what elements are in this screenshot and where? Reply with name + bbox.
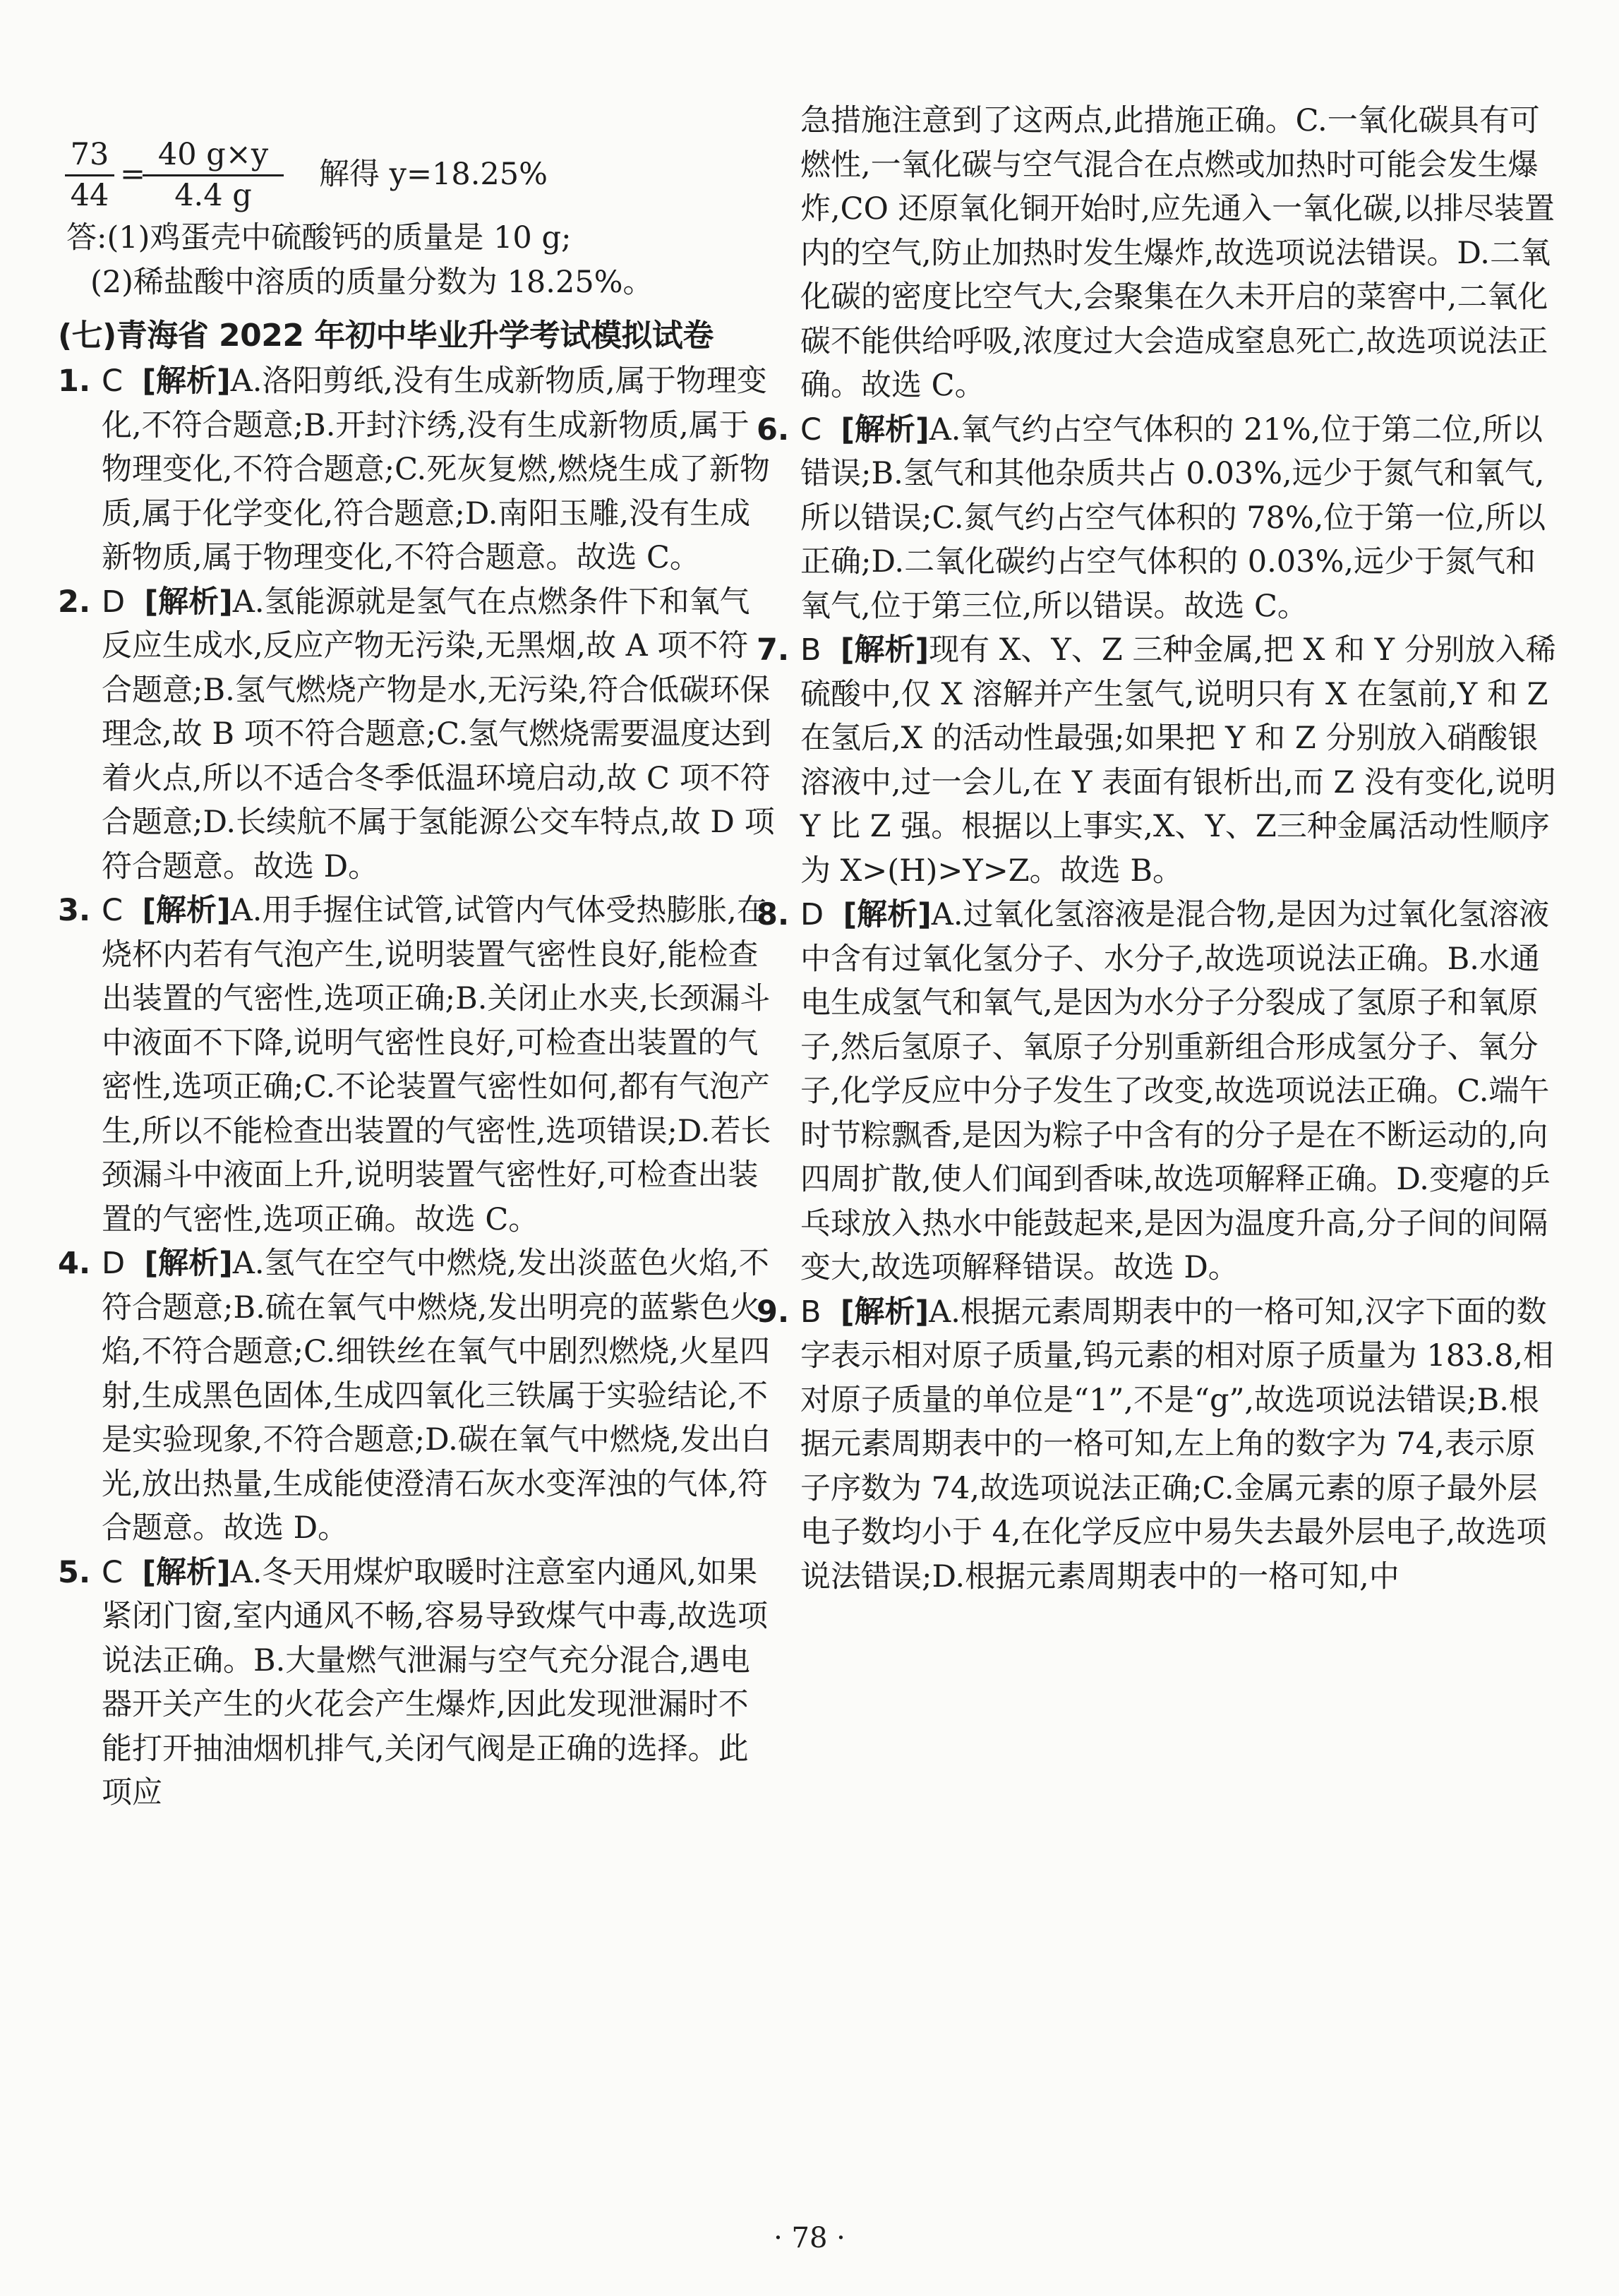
answer-choice: C (102, 363, 124, 399)
answer-choice: B (800, 632, 821, 668)
analysis-tag: [解析] (840, 1294, 929, 1330)
analysis-tag: [解析] (142, 1554, 231, 1590)
question-number: 7. (757, 632, 790, 668)
continued-analysis-text: 急措施注意到了这两点,此措施正确。C.一氧化碳具有可燃性,一氧化碳与空气混合在点燃或加热时可能会发生爆炸,CO 还原氧化铜开始时,应先通入一氧化碳,以排尽装置内的空气,防止加热时发生爆炸,故选项说法错误。D.二氧化碳的密度比空气大,会聚集在久未开启的菜窖中,二氧化碳不能供给呼吸,浓度过大会造成窒息死亡,故选项说法正确。故选 C。 (800, 103, 1555, 403)
page-number: · 78 · (774, 2222, 845, 2254)
question-item-3 (58, 889, 775, 1242)
analysis-text: A.洛阳剪纸,没有生成新物质,属于物理变化,不符合题意;B.开封汴绣,没有生成新物质,属于物理变化,不符合题意;C.死灰复燃,燃烧生成了新物质,属于化学变化,符合题意;D.南阳玉雕,没有生成新物质,属于物理变化,不符合题意。故选 C。 (102, 363, 770, 575)
analysis-text: A.用手握住试管,试管内气体受热膨胀,在烧杯内若有气泡产生,说明装置气密性良好,能检查出装置的气密性,选项正确;B.关闭止水夹,长颈漏斗中液面不下降,说明气密性良好,可检查出装置的气密性,选项正确;C.不论装置气密性如何,都有气泡产生,所以不能检查出装置的气密性,选项错误;D.若长颈漏斗中液面上升,说明装置气密性好,可检查出装置的气密性,选项正确。故选 C。 (102, 893, 771, 1237)
question-number: 6. (757, 411, 790, 447)
analysis-tag: [解析] (142, 893, 231, 928)
answer-choice: D (102, 1246, 126, 1281)
question-number: 2. (58, 584, 91, 620)
question-number: 4. (58, 1246, 91, 1281)
ratio-formula (65, 137, 771, 224)
question-item-8 (757, 893, 1561, 1290)
left-column (58, 216, 775, 1815)
question-item-2 (58, 580, 775, 889)
fraction-mass (143, 137, 284, 213)
section-title: (七)青海省 2022 年初中毕业升学考试模拟试卷 (58, 318, 714, 354)
question-item-9 (757, 1290, 1561, 1599)
analysis-tag: [解析] (840, 632, 929, 668)
fraction-73-44 (65, 137, 114, 213)
analysis-text: A.氢能源就是氢气在点燃条件下和氧气反应生成水,反应产物无污染,无黑烟,故 A 项不符合题意;B.氢气燃烧产物是水,无污染,符合低碳环保理念,故 B 项不符合题意;C.氢气燃烧需要温度达到着火点,所以不适合冬季低温环境启动,故 C 项不符合题意;D.长续航不属于氢能源公交车特点,故 D 项符合题意。故选 D。 (102, 584, 775, 884)
question-item-4 (58, 1242, 775, 1551)
analysis-tag: [解析] (144, 584, 233, 620)
equals-sign: = (120, 157, 146, 192)
question-item-5 (58, 1551, 775, 1815)
analysis-text: A.冬天用煤炉取暖时注意室内通风,如果紧闭门窗,室内通风不畅,容易导致煤气中毒,故选项说法正确。B.大量燃气泄漏与空气充分混合,遇电器开关产生的火花会产生爆炸,因此发现泄漏时不能打开抽油烟机排气,关闭气阀是正确的选择。此项应 (102, 1554, 769, 1810)
analysis-tag: [解析] (841, 411, 929, 447)
solution-text: 解得 y=18.25% (319, 157, 548, 192)
analysis-tag: [解析] (843, 897, 932, 932)
question-item-6 (757, 408, 1561, 629)
fraction-numerator: 73 (65, 140, 114, 176)
question-number: 9. (757, 1294, 790, 1330)
fraction-numerator: 40 g×y (143, 140, 284, 176)
analysis-tag: [解析] (144, 1246, 233, 1281)
analysis-text: A.过氧化氢溶液是混合物,是因为过氧化氢溶液中含有过氧化氢分子、水分子,故选项说法正确。B.水通电生成氢气和氧气,是因为水分子分裂成了氢原子和氧原子,然后氢原子、氧原子分别重新组合形成氢分子、氧分子,化学反应中分子发生了改变,故选项说法正确。C.端午时节粽飘香,是因为粽子中含有的分子是在不断运动的,向四周扩散,使人们闻到香味,故选项解释正确。D.变瘪的乒乓球放入热水中能鼓起来,是因为温度升高,分子间的间隔变大,故选项解释错误。故选 D。 (800, 897, 1551, 1285)
analysis-text: A.氧气约占空气体积的 21%,位于第二位,所以错误;B.氢气和其他杂质共占 0.03%,远少于氮气和氧气,所以错误;C.氮气约占空气体积的 78%,位于第一位,所以正确;D.二氧化碳约占空气体积的 0.03%,远少于氮气和氧气,位于第三位,所以错误。故选 C。 (800, 411, 1546, 624)
answer-choice: D (102, 584, 126, 620)
answer-choice: C (800, 411, 822, 447)
question-number: 8. (757, 897, 790, 932)
analysis-text: 现有 X、Y、Z 三种金属,把 X 和 Y 分别放入稀硫酸中,仅 X 溶解并产生氢气,说明只有 X 在氢前,Y 和 Z 在氢后,X 的活动性最强;如果把 Y 和 Z 分别放入硝酸银溶液中,过一会儿,在 Y 表面有银析出,而 Z 没有变化,说明 Y 比 Z 强。根据以上事实,X、Y、Z三种金属活动性顺序为 X>(H)>Y>Z。故选 B。 (800, 632, 1556, 889)
answer-line-2: (2)稀盐酸中溶质的质量分数为 18.25%。 (90, 264, 654, 300)
right-column (757, 99, 1561, 1599)
analysis-text: A.根据元素周期表中的一格可知,汉字下面的数字表示相对原子质量,钨元素的相对原子质量为 183.8,相对原子质量的单位是“1”,不是“g”,故选项说法错误;B.根据元素周期表中的一格可知,左上角的数字为 74,表示原子序数为 74,故选项说法正确;C.金属元素的原子最外层电子数均小于 4,在化学反应中易失去最外层电子,故选项说法错误;D.根据元素周期表中的一格可知,中 (800, 1294, 1554, 1594)
answer-choice: D (800, 897, 824, 932)
question-number: 3. (58, 893, 91, 928)
analysis-text: A.氢气在空气中燃烧,发出淡蓝色火焰,不符合题意;B.硫在氧气中燃烧,发出明亮的蓝紫色火焰,不符合题意;C.细铁丝在氧气中剧烈燃烧,火星四射,生成黑色固体,生成四氧化三铁属于实验结论,不是实验现象,不符合题意;D.碳在氧气中燃烧,发出白光,放出热量,生成能使澄清石灰水变浑浊的气体,符合题意。故选 D。 (102, 1246, 771, 1546)
answer-line-1: 答:(1)鸡蛋壳中硫酸钙的质量是 10 g; (66, 220, 572, 256)
answer-choice: C (102, 893, 124, 928)
fraction-denominator: 4.4 g (174, 178, 252, 213)
analysis-tag: [解析] (142, 363, 231, 399)
question-number: 1. (58, 363, 91, 399)
fraction-denominator: 44 (70, 178, 109, 213)
answer-choice: C (102, 1554, 124, 1590)
question-number: 5. (58, 1554, 91, 1590)
question-item-1 (58, 359, 775, 580)
question-item-7 (757, 628, 1561, 893)
answer-choice: B (800, 1294, 821, 1330)
